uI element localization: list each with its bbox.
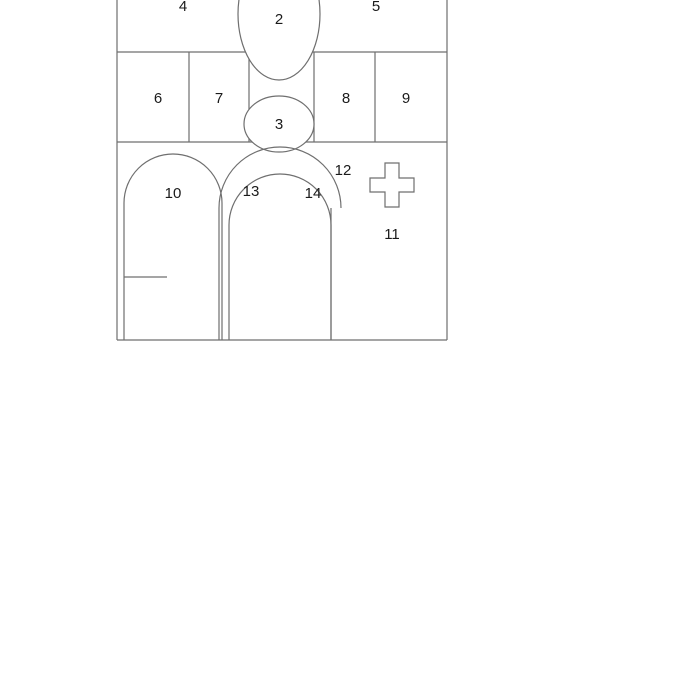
lower-band-dividers — [219, 208, 331, 340]
label-10: 10 — [164, 184, 182, 202]
label-2: 2 — [274, 10, 284, 28]
label-3: 3 — [274, 115, 284, 133]
label-5: 5 — [371, 0, 381, 15]
label-8: 8 — [341, 89, 351, 107]
label-9: 9 — [401, 89, 411, 107]
label-7: 7 — [214, 89, 224, 107]
label-4: 4 — [178, 0, 188, 15]
label-12: 12 — [334, 161, 352, 179]
central-arch-outer-12 — [219, 147, 341, 208]
label-6: 6 — [153, 89, 163, 107]
label-13: 13 — [242, 182, 260, 200]
label-11: 11 — [384, 225, 400, 243]
cross-ornament-11 — [370, 163, 414, 207]
label-14: 14 — [304, 184, 322, 202]
arched-niche-10 — [124, 154, 222, 340]
